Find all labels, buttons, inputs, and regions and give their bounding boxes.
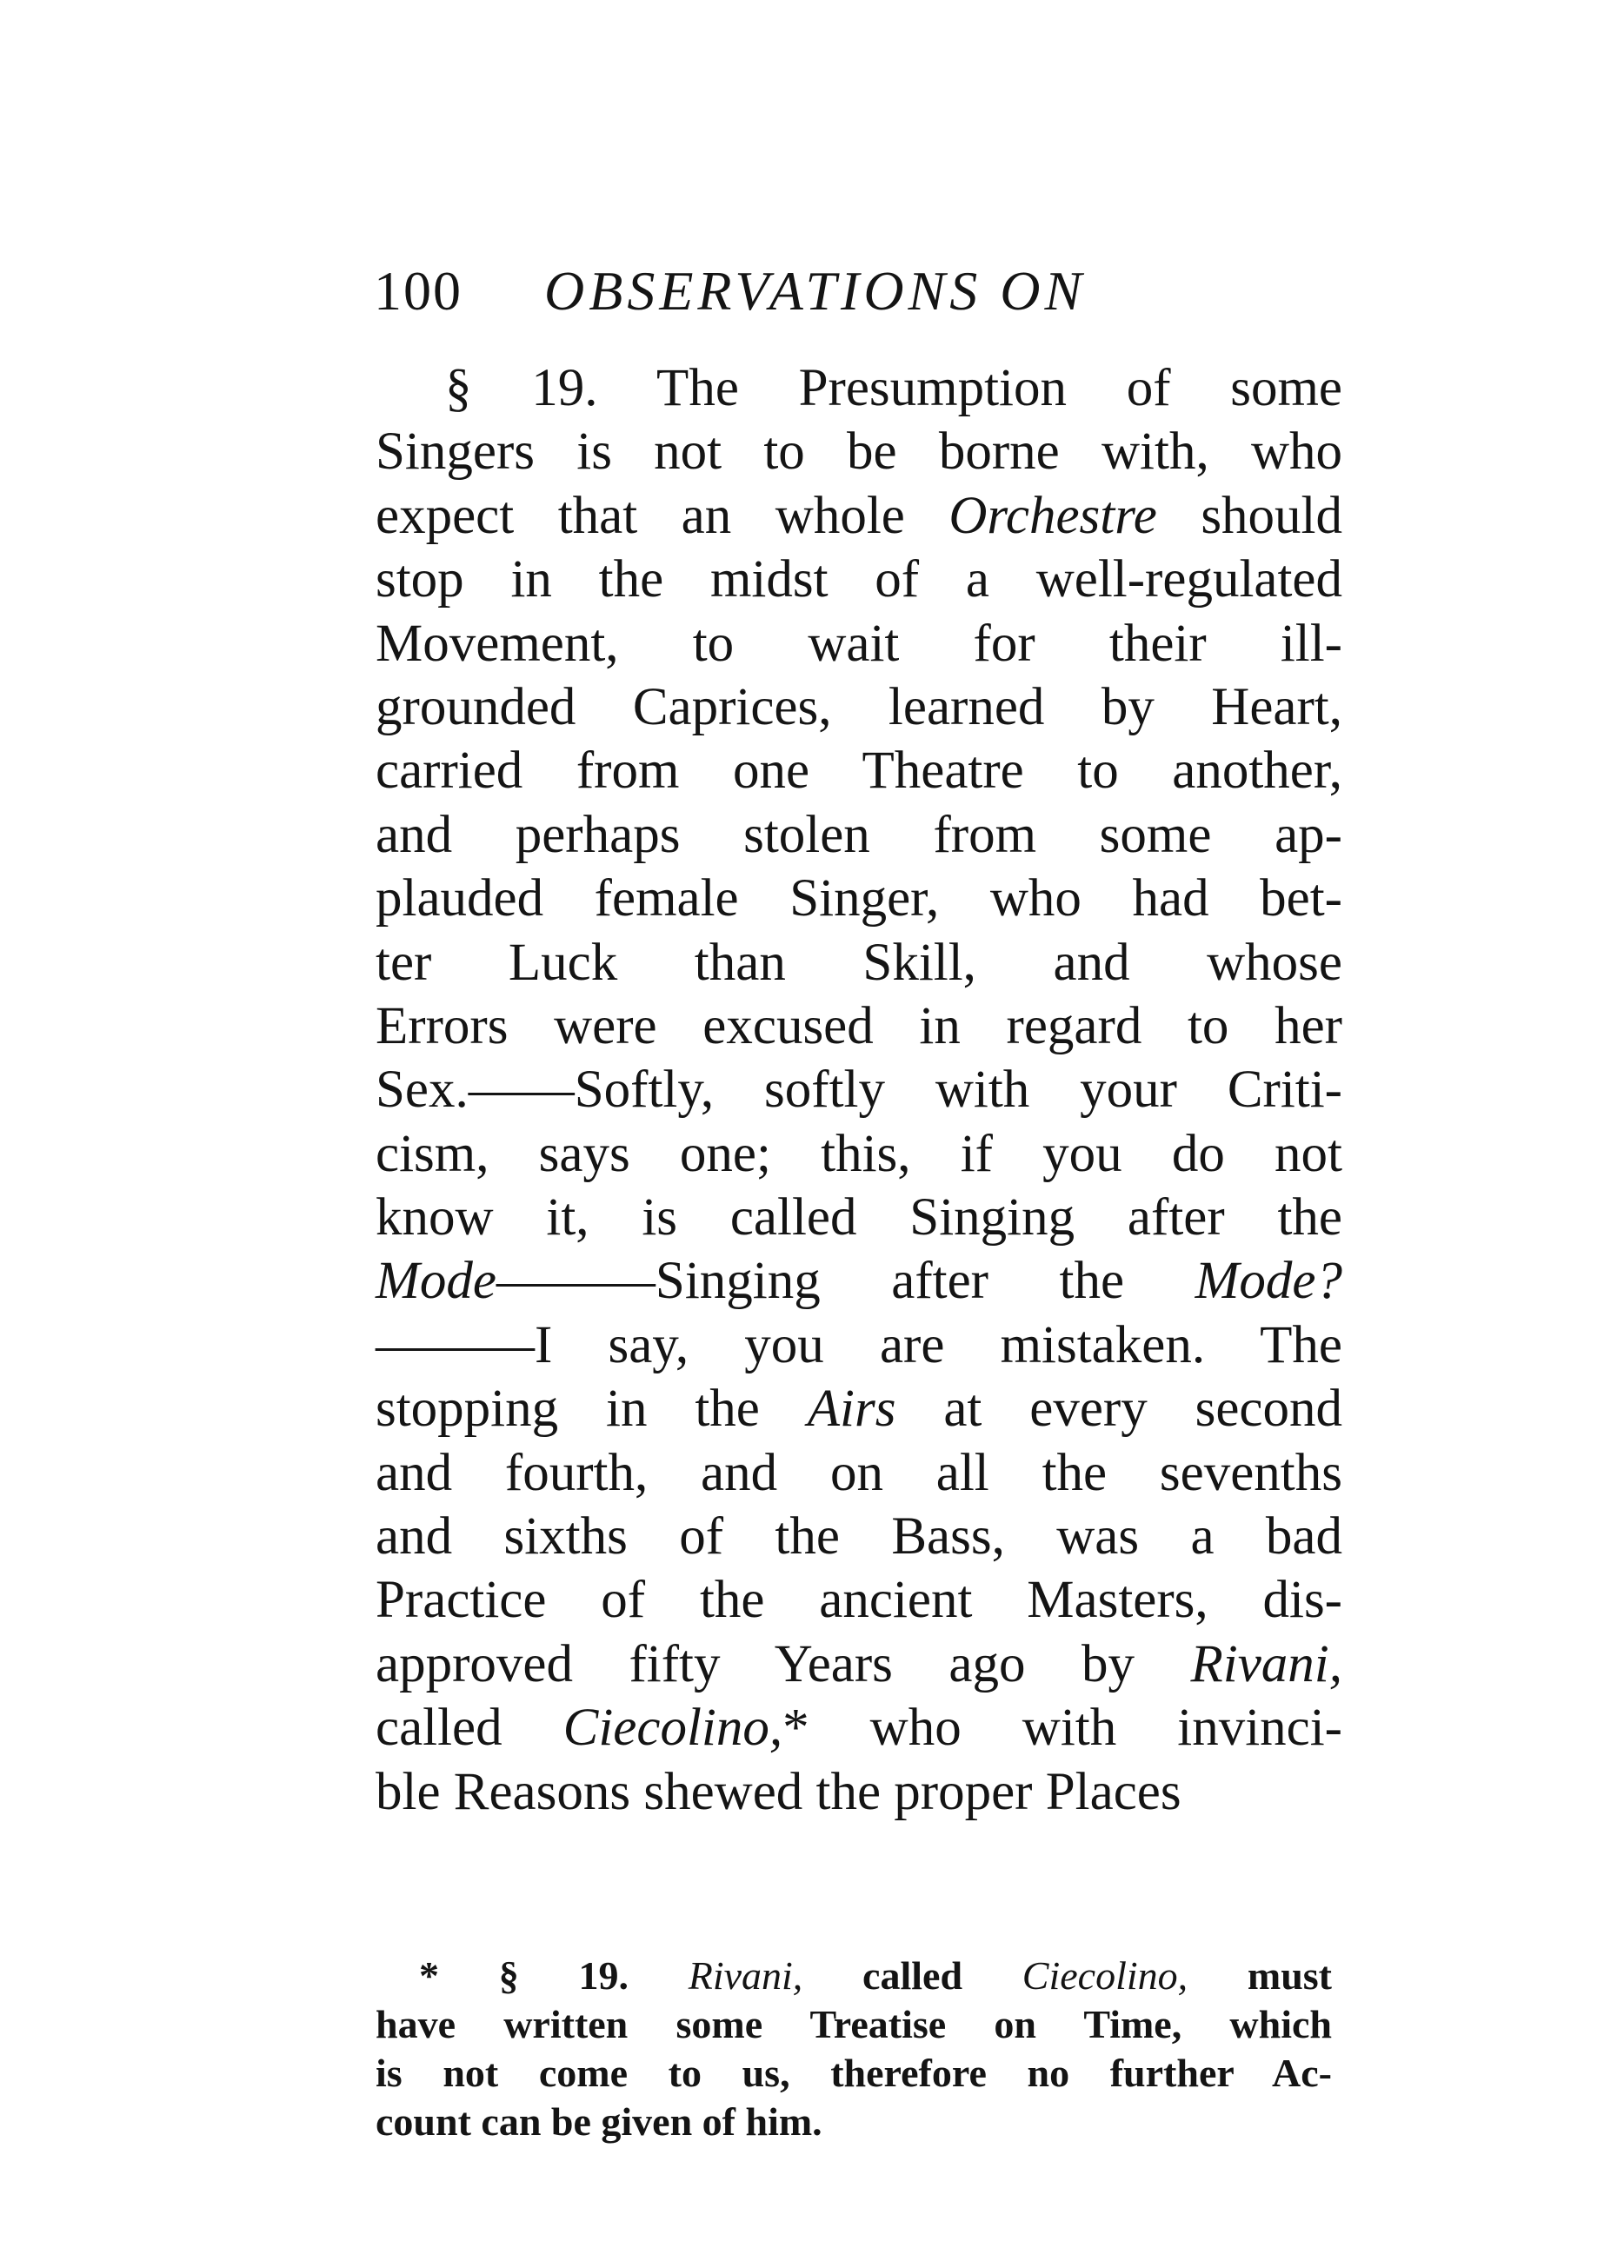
body-line xyxy=(376,1249,1342,1313)
text-run: Sex.——Softly, softly with your Criti- xyxy=(376,1061,1342,1120)
body-line xyxy=(376,931,1342,994)
text-run: Practice of the ancient Masters, dis- xyxy=(376,1571,1342,1630)
text-run: called xyxy=(376,1699,563,1758)
body-line xyxy=(376,994,1342,1058)
text-run: and sixths of the Bass, was a bad xyxy=(376,1507,1342,1566)
text-run: called xyxy=(802,1953,1022,1998)
text-run: and perhaps stolen from some ap- xyxy=(376,805,1342,864)
body-line xyxy=(376,420,1342,483)
text-run: approved fifty Years ago by xyxy=(376,1634,1191,1693)
body-line xyxy=(376,1760,1342,1824)
body-line xyxy=(376,612,1342,675)
text-run: * who with invinci- xyxy=(782,1699,1342,1758)
footnote-line xyxy=(376,1952,1332,2000)
body-line xyxy=(376,1186,1342,1249)
italic-text-run: Airs xyxy=(807,1380,896,1439)
text-run: at every second xyxy=(895,1380,1343,1439)
body-line xyxy=(376,1058,1342,1121)
page-number: 100 xyxy=(374,260,463,322)
body-line xyxy=(376,675,1342,739)
text-run: grounded Caprices, learned by Heart, xyxy=(376,677,1342,736)
italic-text-run: Rivani, xyxy=(1190,1634,1342,1693)
italic-text-run: Ciecolino, xyxy=(562,1699,783,1758)
italic-text-run: Ciecolino, xyxy=(1022,1953,1188,1998)
body-line xyxy=(376,484,1342,548)
text-run: ble Reasons shewed the proper Places xyxy=(376,1762,1181,1821)
text-run: should xyxy=(1156,486,1343,545)
text-run: ———I say, you are mistaken. The xyxy=(376,1315,1342,1374)
footnote-line xyxy=(376,2000,1332,2049)
body-line xyxy=(376,1377,1342,1440)
footnote-line xyxy=(376,2098,1332,2146)
italic-text-run: Orchestre xyxy=(948,486,1157,545)
text-run: and fourth, and on all the sevenths xyxy=(376,1443,1342,1502)
body-line xyxy=(376,739,1342,802)
body-line xyxy=(376,1568,1342,1632)
text-run: Movement, to wait for their ill- xyxy=(376,614,1342,673)
body-line xyxy=(376,1314,1342,1377)
italic-text-run: Mode? xyxy=(1195,1252,1342,1311)
text-run: carried from one Theatre to another, xyxy=(376,742,1342,801)
body-line xyxy=(376,1696,1342,1759)
body-paragraph xyxy=(376,356,1342,1824)
italic-text-run: Mode xyxy=(376,1252,496,1311)
body-line xyxy=(376,803,1342,867)
italic-text-run: Rivani, xyxy=(688,1953,803,1998)
text-run: have written some Treatise on Time, which xyxy=(376,2002,1332,2046)
body-line xyxy=(376,867,1342,930)
text-run: know it, is called Singing after the xyxy=(376,1188,1342,1247)
running-head xyxy=(374,252,1348,330)
text-run: is not come to us, therefore no further Ac- xyxy=(376,2051,1332,2095)
running-title: OBSERVATIONS ON xyxy=(544,260,1087,322)
text-run: ter Luck than Skill, and whose xyxy=(376,933,1342,992)
text-run: * § 19. xyxy=(419,1953,689,1998)
body-line xyxy=(376,548,1342,611)
footnote-line xyxy=(376,2049,1332,2098)
text-run: plauded female Singer, who had bet- xyxy=(376,869,1342,928)
text-run: cism, says one; this, if you do not xyxy=(376,1124,1342,1183)
body-line xyxy=(376,1122,1342,1186)
text-run: Singers is not to be borne with, who xyxy=(376,422,1342,482)
body-line xyxy=(376,1505,1342,1568)
body-line xyxy=(376,1441,1342,1505)
footnote xyxy=(376,1952,1332,2146)
text-run: must xyxy=(1188,1953,1333,1998)
body-line xyxy=(376,1633,1342,1696)
body-line xyxy=(376,356,1342,420)
text-run: stop in the midst of a well-regulated xyxy=(376,550,1342,609)
text-run: Errors were excused in regard to her xyxy=(376,996,1342,1055)
text-run: count can be given of him. xyxy=(376,2099,822,2144)
text-run: expect that an whole xyxy=(376,486,949,545)
text-run: ———Singing after the xyxy=(496,1252,1195,1311)
text-run: stopping in the xyxy=(376,1380,808,1439)
text-run: § 19. The Presumption of some xyxy=(445,359,1342,417)
